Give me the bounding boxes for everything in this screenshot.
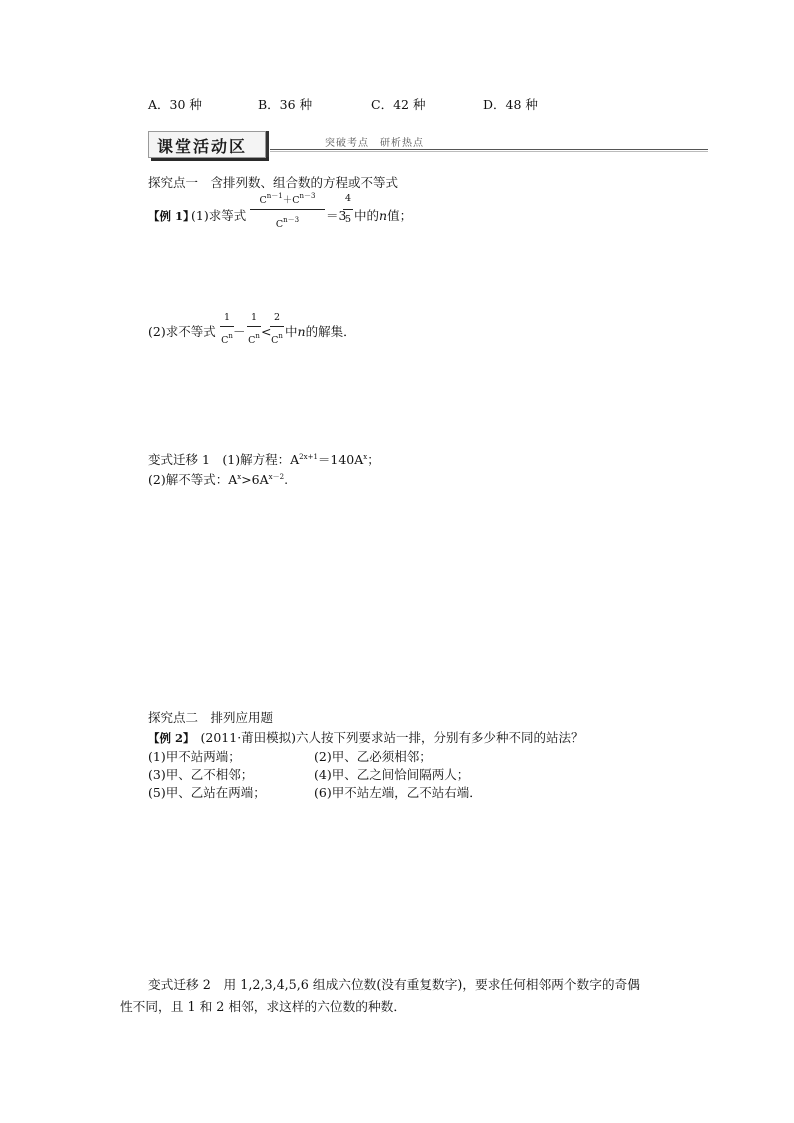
variant1-mid: ＝140A — [317, 452, 364, 467]
numerator-c1-sup: n－1 — [266, 192, 283, 200]
suffix2-zhong: 中 — [285, 324, 298, 339]
frac1-c: C — [221, 335, 229, 346]
frac1-denominator — [220, 331, 234, 346]
variant1-line2-prefix: (2)解不等式：A — [148, 472, 238, 487]
banner-rule-secondary — [270, 151, 708, 152]
example1-tag: 【例 1】 — [148, 209, 195, 223]
numerator-c1: C — [259, 195, 267, 206]
frac2-c: C — [248, 335, 256, 346]
frac2-sup: n — [255, 332, 260, 340]
equals-three: ＝3 — [326, 208, 347, 223]
inequality-minus: － — [233, 324, 246, 339]
example1-part1-prefix: (1)求等式 — [191, 208, 247, 223]
frac1-bar — [220, 326, 234, 327]
frac1-numerator: 1 — [223, 312, 231, 323]
numerator-c2-sup: n－3 — [299, 192, 316, 200]
numerator-c2: C — [292, 195, 300, 206]
suffix2-jieji: 的解集． — [305, 324, 356, 339]
frac3-bar — [270, 326, 284, 327]
section-banner-subtitle: 突破考点 研析热点 — [325, 138, 424, 149]
example2-intro — [148, 730, 584, 746]
choice-b: B．36 种 — [258, 97, 313, 112]
example2-item-3: (3)甲、乙不相邻； — [148, 767, 254, 782]
point1-heading: 探究点一 含排列数、组合数的方程或不等式 — [148, 175, 399, 190]
example1-part2-prefix: (2)求不等式 — [148, 324, 216, 339]
inequality-fraction-2 — [247, 312, 261, 348]
banner-rule — [270, 149, 708, 150]
mixed-fraction — [343, 193, 353, 229]
inequality-less-than: < — [261, 324, 272, 339]
denominator-c-sup: n－3 — [283, 216, 300, 224]
choice-c: C．42 种 — [371, 97, 426, 112]
mixed-denominator: 5 — [344, 214, 352, 225]
variable-n-2: n — [297, 324, 306, 339]
denominator-c: C — [275, 219, 284, 230]
example1-part2-suffix — [285, 324, 356, 340]
example2-item-5: (5)甲、乙站在两端； — [148, 785, 266, 800]
frac2-numerator: 1 — [250, 312, 258, 323]
frac1-sup: n — [228, 332, 233, 340]
variant1-end: ； — [367, 452, 380, 467]
variable-n: n — [379, 208, 388, 223]
answer-choices — [148, 97, 538, 113]
variant1-line2-sup1: x — [237, 473, 242, 481]
example2-intro-text: (2011·莆田模拟)六人按下列要求站一排，分别有多少种不同的站法？ — [200, 730, 584, 745]
example2-item-6: (6)甲不站左端，乙不站右端． — [314, 785, 482, 800]
example1-fraction — [250, 191, 325, 231]
example2-tag: 【例 2】 — [148, 731, 195, 745]
choice-d: D．48 种 — [483, 97, 538, 112]
variant1-line2-sup2: x－2 — [268, 473, 285, 481]
banner-divider-bar — [266, 131, 269, 157]
frac2-bar — [247, 326, 261, 327]
frac3-c: C — [271, 335, 279, 346]
variant1-sup1: 2x+1 — [299, 453, 318, 461]
section-banner-title: 课堂活动区 — [157, 137, 248, 156]
mixed-bar — [343, 209, 353, 210]
fraction-bar — [250, 209, 325, 210]
frac2-denominator — [247, 331, 261, 346]
variant1-prefix: 变式迁移 1 (1)解方程：A — [148, 452, 300, 467]
frac3-denominator — [270, 331, 284, 346]
inequality-fraction-1 — [220, 312, 234, 348]
example1-part1-suffix — [354, 208, 412, 224]
choice-a: A．30 种 — [148, 97, 202, 112]
example2-item-1: (1)甲不站两端； — [148, 749, 241, 764]
mixed-numerator: 4 — [344, 193, 352, 204]
fraction-denominator — [250, 215, 325, 230]
variant1-sup2: x — [363, 453, 368, 461]
variant1-line2 — [148, 469, 288, 488]
point2-heading: 探究点二 排列应用题 — [148, 710, 274, 725]
variant1-line2-end: . — [284, 472, 289, 487]
frac3-numerator: 2 — [273, 312, 281, 323]
inequality-fraction-3 — [270, 312, 284, 348]
variant1-line1 — [148, 449, 380, 468]
variant2-line2: 性不同，且 1 和 2 相邻，求这样的六位数的种数． — [120, 999, 407, 1014]
example2-item-2: (2)甲、乙必须相邻； — [314, 749, 432, 764]
variant1-line2-mid: >6A — [241, 472, 269, 487]
suffix-zhong: 中的 — [354, 208, 380, 223]
example2-item-4: (4)甲、乙之间恰间隔两人； — [314, 767, 470, 782]
suffix-zhi: 值； — [387, 208, 413, 223]
frac3-sup: n — [278, 332, 283, 340]
variant2-line1: 变式迁移 2 用 1,2,3,4,5,6 组成六位数(没有重复数字)，要求任何相邻两个数字的奇偶 — [148, 977, 640, 992]
fraction-numerator — [250, 191, 325, 206]
numerator-plus: ＋ — [282, 195, 293, 206]
